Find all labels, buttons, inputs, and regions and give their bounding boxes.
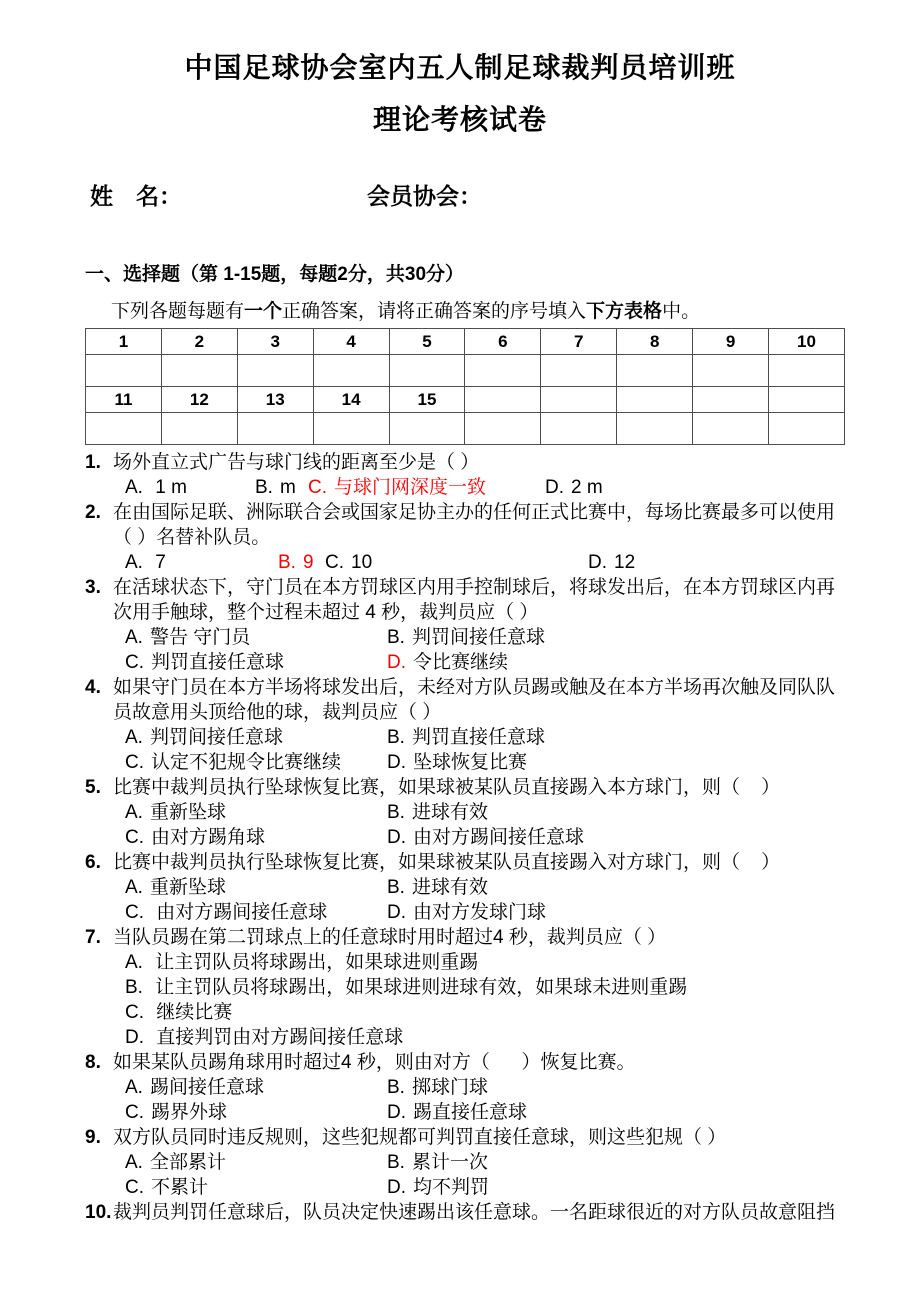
answer-input-cell — [161, 413, 237, 445]
answer-input-cell — [237, 413, 313, 445]
section-heading: 一、选择题（第 1-15题，每题2分，共30分） — [85, 264, 465, 285]
option-text: 踢间接任意球 — [149, 1077, 264, 1098]
option-letter: A. — [125, 627, 143, 648]
option — [387, 725, 545, 750]
answer-number-cell: 8 — [617, 329, 693, 355]
option — [125, 975, 687, 1000]
option-letter: B. — [278, 552, 296, 573]
answer-input-cell — [237, 355, 313, 387]
option-text: 与球门网深度一致 — [334, 477, 487, 498]
answer-input-cell — [769, 413, 845, 445]
option — [588, 550, 635, 575]
option-text: 踢直接任意球 — [413, 1102, 528, 1123]
answer-number-cell — [769, 387, 845, 413]
option-letter: A. — [125, 1077, 143, 1098]
question-text: 在由国际足联、洲际联合会或国家足协主办的任何正式比赛中，每场比赛最多可以使用 — [113, 502, 836, 523]
question-7 — [85, 925, 848, 1050]
option-text: 不累计 — [151, 1177, 209, 1198]
option-letter: D. — [387, 652, 406, 673]
answer-table — [85, 328, 845, 445]
option — [125, 750, 387, 775]
option-letter: A. — [125, 877, 143, 898]
association-label: 会员协会： — [367, 183, 482, 209]
options-row — [125, 825, 848, 850]
option — [278, 550, 325, 575]
option-text: 让主罚队员将球踢出，如果球进则进球有效，如果球未进则重踢 — [149, 977, 688, 998]
option-letter: D. — [387, 1177, 406, 1198]
answer-input-cell — [86, 355, 162, 387]
options-row — [125, 1150, 848, 1175]
answer-number-cell: 12 — [161, 387, 237, 413]
question-number: 5. — [85, 777, 101, 798]
option-text: 直接判罚由对方踢间接任意球 — [151, 1027, 404, 1048]
option-text: 坠球恢复比赛 — [413, 752, 528, 773]
option — [545, 475, 603, 500]
question-number: 2. — [85, 502, 101, 523]
question-number: 3. — [85, 577, 101, 598]
option-letter: D. — [545, 477, 564, 498]
option — [125, 725, 387, 750]
option-text: 警告 守门员 — [149, 627, 251, 648]
options-row — [125, 1075, 848, 1100]
answer-number-cell: 11 — [86, 387, 162, 413]
answer-number-cell: 3 — [237, 329, 313, 355]
option — [387, 1100, 527, 1125]
option — [387, 1075, 488, 1100]
option — [387, 650, 508, 675]
answer-number-cell — [465, 387, 541, 413]
question-number: 7. — [85, 927, 101, 948]
option-text: 均不判罚 — [413, 1177, 490, 1198]
option — [387, 750, 527, 775]
option-letter: C. — [125, 1002, 144, 1023]
answer-number-cell: 1 — [86, 329, 162, 355]
answer-input-cell — [313, 355, 389, 387]
options-row — [125, 1000, 848, 1025]
question-number: 6. — [85, 852, 101, 873]
option — [125, 550, 278, 575]
question-text: 如果某队员踢角球用时超过4 秒，则由对方（ ）恢复比赛。 — [113, 1052, 636, 1073]
content — [0, 263, 920, 1225]
options-row — [125, 550, 848, 575]
question-number: 1. — [85, 452, 101, 473]
answer-number-cell — [617, 387, 693, 413]
answer-number-cell — [693, 387, 769, 413]
option-text: 由对方踢间接任意球 — [413, 827, 585, 848]
option — [255, 475, 308, 500]
option-letter: B. — [387, 627, 405, 648]
option-text: 认定不犯规令比赛继续 — [151, 752, 342, 773]
option-letter: C. — [125, 902, 144, 923]
option-letter: B. — [387, 727, 405, 748]
question-4 — [85, 675, 848, 775]
option-letter: A. — [125, 802, 143, 823]
option-letter: A. — [125, 1152, 143, 1173]
option — [125, 950, 478, 975]
options-row — [125, 725, 848, 750]
answer-input-cell — [465, 355, 541, 387]
answer-table-header-row — [86, 329, 845, 355]
option-text: m — [279, 477, 296, 498]
answer-input-cell — [389, 413, 465, 445]
option — [387, 875, 488, 900]
question-10 — [85, 1200, 848, 1225]
instruction-part: 中。 — [662, 301, 701, 322]
options-row — [125, 625, 848, 650]
answer-table-blank-row — [86, 355, 845, 387]
options-row — [125, 900, 848, 925]
option-text: 1 m — [149, 477, 187, 498]
document-title: 中国足球协会室内五人制足球裁判员培训班 — [184, 52, 736, 83]
answer-table-blank-row — [86, 413, 845, 445]
options-row — [125, 975, 848, 1000]
option-letter: C. — [325, 552, 344, 573]
option — [125, 1025, 403, 1050]
answer-number-cell: 5 — [389, 329, 465, 355]
answer-number-cell: 13 — [237, 387, 313, 413]
option-letter: D. — [387, 752, 406, 773]
options-row — [125, 950, 848, 975]
question-text: 裁判员判罚任意球后，队员决定快速踢出该任意球。一名距球很近的对方队员故意阻挡 — [113, 1202, 836, 1223]
option-text: 9 — [302, 552, 314, 573]
option-text: 累计一次 — [411, 1152, 488, 1173]
question-text: 当队员踢在第二罚球点上的任意球时用时超过4 秒，裁判员应（ ） — [113, 927, 667, 948]
question-3 — [85, 575, 848, 675]
name-label: 姓 名： — [90, 183, 182, 209]
question-number: 4. — [85, 677, 101, 698]
option — [125, 825, 387, 850]
question-text: 员故意用头顶给他的球，裁判员应（ ） — [113, 702, 442, 723]
option-letter: A. — [125, 952, 143, 973]
option — [125, 800, 387, 825]
option-letter: D. — [588, 552, 607, 573]
option-letter: C. — [125, 652, 144, 673]
question-9 — [85, 1125, 848, 1200]
option-text: 让主罚队员将球踢出，如果球进则重踢 — [149, 952, 479, 973]
answer-number-cell — [541, 387, 617, 413]
option-text: 12 — [614, 552, 636, 573]
question-text: 次用手触球，整个过程未超过 4 秒，裁判员应（ ） — [113, 602, 539, 623]
answer-number-cell: 7 — [541, 329, 617, 355]
instruction-part: 正确答案，请将正确答案的序号填入 — [282, 301, 587, 322]
options-row — [125, 1175, 848, 1200]
option-letter: D. — [387, 827, 406, 848]
option-text: 由对方踢间接任意球 — [151, 902, 328, 923]
answer-input-cell — [541, 355, 617, 387]
options-row — [125, 750, 848, 775]
option-text: 踢界外球 — [151, 1102, 228, 1123]
option — [125, 1150, 387, 1175]
option — [387, 825, 584, 850]
question-text: 比赛中裁判员执行坠球恢复比赛，如果球被某队员直接踢入本方球门，则（ ） — [113, 777, 781, 798]
answer-number-cell: 14 — [313, 387, 389, 413]
option-letter: C. — [125, 1102, 144, 1123]
option — [125, 1000, 232, 1025]
option — [125, 625, 387, 650]
answer-input-cell — [465, 413, 541, 445]
option-letter: C. — [125, 752, 144, 773]
option-text: 判罚间接任意球 — [149, 727, 283, 748]
option-text: 继续比赛 — [151, 1002, 233, 1023]
answer-number-cell: 6 — [465, 329, 541, 355]
option-text: 掷球门球 — [411, 1077, 488, 1098]
question-text: 场外直立式广告与球门线的距离至少是（ ） — [113, 452, 480, 473]
options-row — [125, 875, 848, 900]
instruction-part: 下列各题每题有 — [111, 301, 245, 322]
options-row — [125, 650, 848, 675]
option-text: 判罚间接任意球 — [411, 627, 545, 648]
option-letter: A. — [125, 727, 143, 748]
option — [125, 1100, 387, 1125]
option-text: 重新坠球 — [149, 802, 226, 823]
question-6 — [85, 850, 848, 925]
option-letter: B. — [387, 1152, 405, 1173]
instruction-bold: 下方表格 — [586, 301, 663, 322]
options-row — [125, 1100, 848, 1125]
question-1 — [85, 450, 848, 500]
option-letter: C. — [308, 477, 327, 498]
question-list — [85, 450, 848, 1225]
answer-input-cell — [617, 413, 693, 445]
option-text: 由对方发球门球 — [413, 902, 547, 923]
question-8 — [85, 1050, 848, 1125]
option-text: 判罚直接任意球 — [411, 727, 545, 748]
answer-input-cell — [161, 355, 237, 387]
option — [125, 1075, 387, 1100]
option-letter: C. — [125, 1177, 144, 1198]
question-text: 在活球状态下，守门员在本方罚球区内用手控制球后，将球发出后，在本方罚球区内再 — [113, 577, 836, 598]
answer-number-cell: 15 — [389, 387, 465, 413]
option-text: 10 — [351, 552, 373, 573]
option — [387, 1175, 489, 1200]
question-number: 10. — [85, 1202, 112, 1223]
option-letter: B. — [255, 477, 273, 498]
question-number: 9. — [85, 1127, 101, 1148]
answer-input-cell — [541, 413, 617, 445]
option-letter: B. — [125, 977, 143, 998]
option-text: 进球有效 — [411, 802, 488, 823]
question-text: 双方队员同时违反规则，这些犯规都可判罚直接任意球，则这些犯规（ ） — [113, 1127, 727, 1148]
option — [325, 550, 588, 575]
question-2 — [85, 500, 848, 575]
question-text: 如果守门员在本方半场将球发出后，未经对方队员踢或触及在本方半场再次触及同队队 — [113, 677, 836, 698]
name-row — [90, 183, 920, 209]
answer-number-cell: 10 — [769, 329, 845, 355]
option — [387, 900, 546, 925]
question-number: 8. — [85, 1052, 101, 1073]
option — [308, 475, 545, 500]
instruction-bold: 一个 — [244, 301, 283, 322]
option-text: 令比赛继续 — [413, 652, 509, 673]
answer-input-cell — [693, 355, 769, 387]
option-text: 进球有效 — [411, 877, 488, 898]
option — [387, 625, 545, 650]
answer-number-cell: 9 — [693, 329, 769, 355]
option — [387, 1150, 488, 1175]
option-letter: D. — [387, 902, 406, 923]
option-text: 全部累计 — [149, 1152, 226, 1173]
option-text: 2 m — [571, 477, 603, 498]
options-row — [125, 475, 848, 500]
option — [125, 650, 387, 675]
option-letter: B. — [387, 877, 405, 898]
options-row — [125, 1025, 848, 1050]
option-letter: D. — [125, 1027, 144, 1048]
answer-number-cell: 2 — [161, 329, 237, 355]
answer-input-cell — [313, 413, 389, 445]
option — [125, 475, 255, 500]
option-letter: B. — [387, 802, 405, 823]
option-text: 由对方踢角球 — [151, 827, 266, 848]
option-letter: B. — [387, 1077, 405, 1098]
question-5 — [85, 775, 848, 850]
answer-number-cell: 4 — [313, 329, 389, 355]
question-text: （ ）名替补队员。 — [113, 527, 271, 548]
answer-input-cell — [617, 355, 693, 387]
answer-input-cell — [693, 413, 769, 445]
question-text: 比赛中裁判员执行坠球恢复比赛，如果球被某队员直接踢入对方球门，则（ ） — [113, 852, 781, 873]
answer-input-cell — [86, 413, 162, 445]
option-text: 判罚直接任意球 — [151, 652, 285, 673]
instruction — [111, 300, 848, 324]
option — [125, 900, 387, 925]
option — [125, 875, 387, 900]
option-letter: C. — [125, 827, 144, 848]
answer-table-header-row — [86, 387, 845, 413]
option-letter: D. — [387, 1102, 406, 1123]
answer-input-cell — [769, 355, 845, 387]
options-row — [125, 800, 848, 825]
option — [125, 1175, 387, 1200]
document-subtitle: 理论考核试卷 — [372, 104, 547, 135]
option-text: 7 — [149, 552, 166, 573]
answer-input-cell — [389, 355, 465, 387]
option-letter: A. — [125, 477, 143, 498]
option-text: 重新坠球 — [149, 877, 226, 898]
option — [387, 800, 488, 825]
option-letter: A. — [125, 552, 143, 573]
